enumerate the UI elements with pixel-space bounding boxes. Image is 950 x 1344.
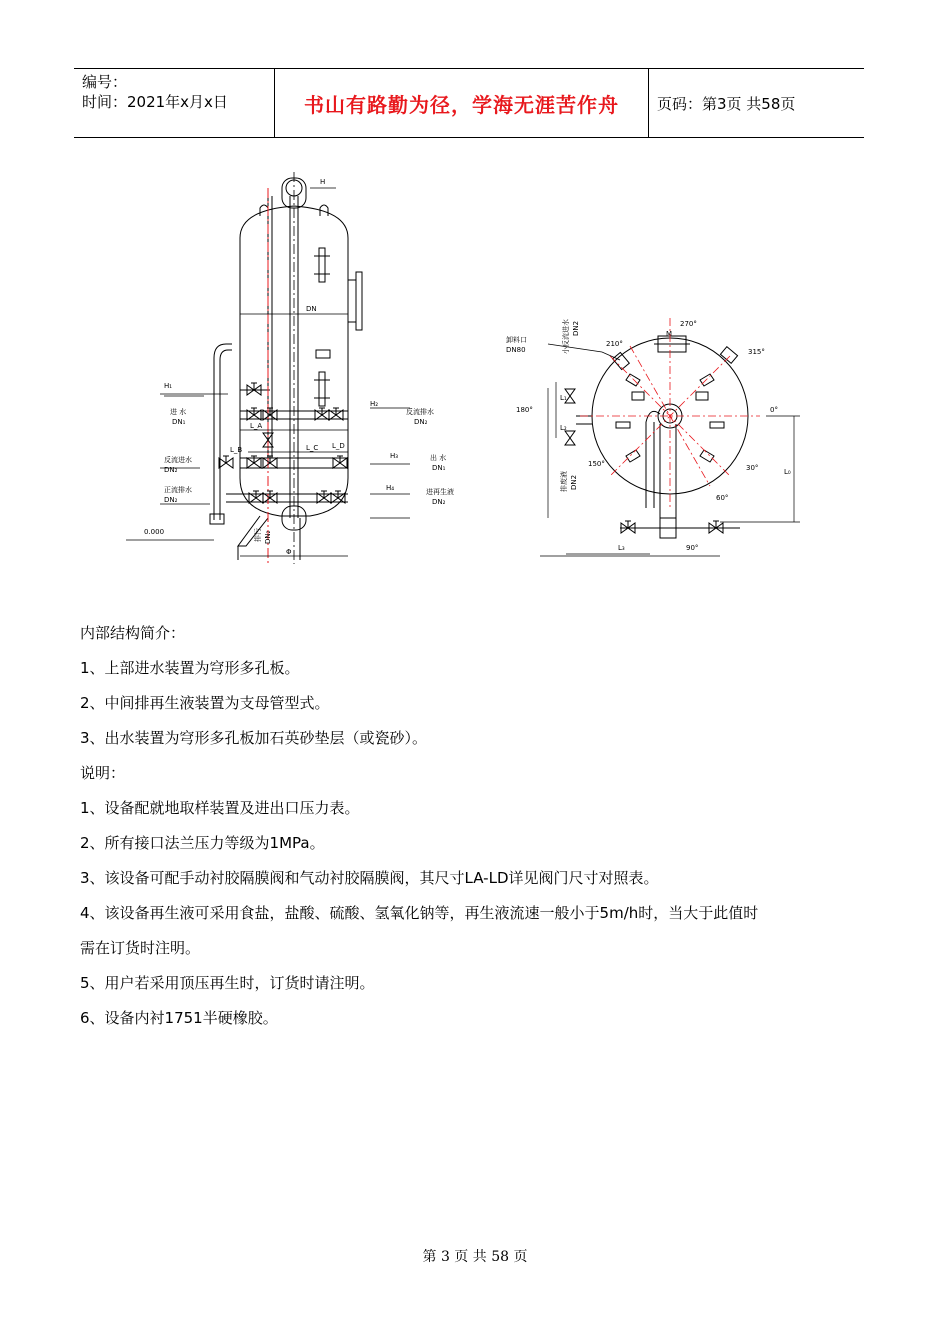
page-header [74,68,864,138]
text-line-note-2: 2、所有接口法兰压力等级为1MPa。 [80,834,325,852]
technical-drawing [120,168,840,568]
label-small-backwash: 小反流进水 [562,319,570,354]
label-inlet: 进 水 [170,408,187,416]
label-outlet: 出 水 [430,454,447,462]
label-backwash-drain-dn: DN₂ [414,418,428,426]
drawing-svg [120,168,840,568]
header-left [74,69,275,137]
label-backwash-inlet-dn: DN₂ [164,466,178,474]
date-label: 时间：2021年x月x日 [82,93,228,111]
elevation-view [210,178,362,560]
text-line-note-4-cont: 需在订货时注明。 [80,939,201,957]
label-drain-dn: DN₂ [264,530,272,544]
label-ld: L_D [332,442,345,450]
header-motto: 书山有路勤为径，学海无涯苦作舟 [275,69,649,137]
label-m: M [666,330,673,338]
label-small-backwash-dn: DN2 [572,320,580,336]
label-lc: L_C [306,444,319,452]
label-a270: 270° [680,320,697,328]
text-line-structure-2: 2、中间排再生液装置为支母管型式。 [80,694,330,712]
text-line-note-3: 3、该设备可配手动衬胶隔膜阀和气动衬胶隔膜阀，其尺寸LA-LD详见阀门尺寸对照表。 [80,869,659,887]
text-line-notes-title: 说明： [80,764,126,782]
label-unload: 卸料口 [506,336,527,344]
label-a315: 315° [748,348,765,356]
label-a180: 180° [516,406,533,414]
text-line-note-4: 4、该设备再生液可采用食盐，盐酸、硫酸、氢氧化钠等，再生液流速一般小于5m/h时，当大于此值时 [80,904,759,922]
header-page-info: 页码：第3页 共58页 [657,94,796,113]
label-a90: 90° [686,544,699,552]
label-unload-dn: DN80 [506,346,526,354]
text-line-note-1: 1、设备配就地取样装置及进出口压力表。 [80,799,360,817]
elevation-valves [219,383,347,503]
label-h2: H₂ [370,400,379,408]
label-regen-drain: 排废液 [560,471,568,492]
label-regen-in-dn: DN₂ [432,498,446,506]
label-dn: DN [306,305,317,313]
label-inlet-dn: DN₁ [172,418,186,426]
label-regen-drain-dn: DN2 [570,474,578,490]
label-lb: L_B [230,446,243,454]
body-text [80,616,870,1036]
text-line-structure-1: 1、上部进水装置为穹形多孔板。 [80,659,300,677]
label-h: H [320,178,326,186]
label-lo: L₀ [784,468,791,476]
label-l3: L₃ [618,544,625,552]
plan-view [576,336,748,538]
number-label: 编号： [82,73,128,91]
label-a60: 60° [716,494,729,502]
label-backwash-drain: 反流排水 [406,408,434,416]
label-forward-drain: 正流排水 [164,486,192,494]
text-line-structure-title: 内部结构简介： [80,624,186,642]
page-footer: 第 3 页 共 58 页 [422,1249,528,1265]
label-a210: 210° [606,340,623,348]
text-line-note-5: 5、用户若采用顶压再生时，订货时请注明。 [80,974,375,992]
label-h1: H₁ [164,382,173,390]
label-l2: L₂ [560,424,567,432]
label-a150: 150° [588,460,605,468]
label-zero: 0.000 [144,528,165,536]
label-phi: Φ [286,548,292,556]
label-regen-in: 进再生液 [426,488,454,496]
label-drain: 排污 [254,528,262,542]
label-la: L_A [250,422,263,430]
text-line-note-6: 6、设备内衬1751半硬橡胶。 [80,1009,278,1027]
label-outlet-dn: DN₁ [432,464,446,472]
label-h4: H₄ [386,484,395,492]
label-l1: L₁ [560,394,567,402]
label-h3: H₃ [390,452,399,460]
label-a30: 30° [746,464,759,472]
text-line-structure-3: 3、出水装置为穹形多孔板加石英砂垫层（或瓷砂）。 [80,729,428,747]
label-a0: 0° [770,406,778,414]
label-forward-drain-dn: DN₂ [164,496,178,504]
label-backwash-inlet: 反流进水 [164,456,192,464]
